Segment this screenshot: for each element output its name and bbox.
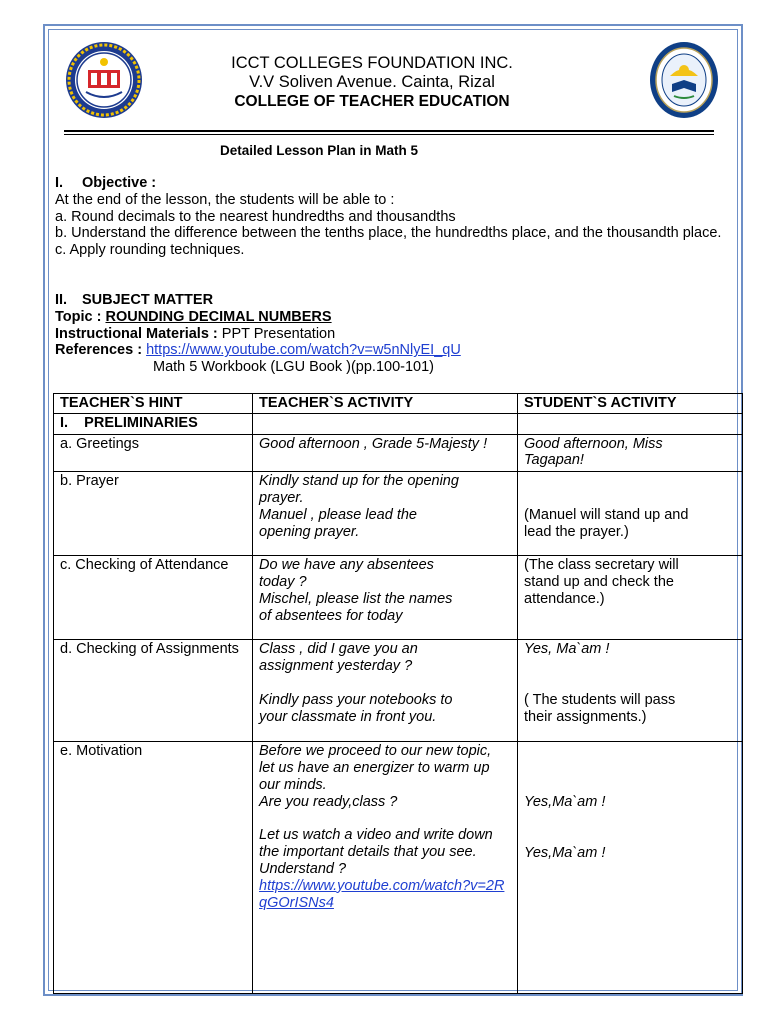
header-rule [64, 130, 714, 132]
student-line: ( The students will pass [524, 691, 676, 708]
teacher-line: Kindly pass your notebooks to [259, 691, 453, 708]
spacer [524, 490, 736, 507]
hint-motivation: e. Motivation [54, 742, 253, 994]
teacher-line: let us have an energizer to warm up [259, 759, 490, 776]
table-row [54, 640, 743, 742]
icct-logo [64, 40, 144, 120]
teacher-line: Before we proceed to our new topic, [259, 743, 492, 760]
section-empty-cell [518, 413, 743, 434]
teacher-line: of absentees for today [259, 607, 403, 624]
reference-link[interactable]: https://www.youtube.com/watch?v=w5nNlyEI_qU [146, 342, 461, 359]
topic-value: ROUNDING DECIMAL NUMBERS [105, 308, 332, 325]
hint-assignments: d. Checking of Assignments [54, 640, 253, 742]
teacher-line: Do we have any absentees [259, 557, 434, 574]
student-line: stand up and check the [524, 573, 674, 590]
topic-label: Topic : [55, 308, 106, 325]
student-line: lead the prayer.) [524, 523, 629, 540]
objective-b: b. Understand the difference between the tenths place, the hundredths place, and the thousandth place. [55, 225, 722, 242]
institution-header [150, 54, 594, 111]
references-label: References : [55, 342, 147, 359]
table-row [54, 556, 743, 640]
table-row [54, 434, 743, 472]
section-preliminaries: I. PRELIMINARIES [54, 413, 253, 434]
spacer [524, 828, 736, 845]
teacher-activity-cell [253, 472, 518, 556]
subject-matter-section [55, 292, 735, 376]
header-teacher-hint: TEACHER`S HINT [54, 394, 253, 414]
objective-number: I. [55, 175, 64, 191]
student-line: Good afternoon, Miss [524, 435, 663, 452]
topic-line [55, 309, 735, 326]
teacher-line: the important details that you see. [259, 844, 477, 861]
student-line: (Manuel will stand up and [524, 507, 689, 524]
teacher-line: Are you ready,class ? [259, 793, 398, 810]
video-link[interactable]: https://www.youtube.com/watch?v=2RqGOrISNs4 [259, 877, 505, 911]
subject-matter-heading [55, 292, 735, 309]
teacher-line: prayer. [259, 489, 304, 506]
table-row [54, 472, 743, 556]
spacer [524, 777, 736, 794]
teacher-activity-cell [253, 434, 518, 472]
teacher-line: Let us watch a video and write down [259, 827, 493, 844]
hint-greetings: a. Greetings [54, 434, 253, 472]
teacher-line: our minds. [259, 776, 327, 793]
objective-intro: At the end of the lesson, the students will be able to : [55, 191, 395, 208]
materials-line [55, 326, 735, 343]
header-student-activity: STUDENT`S ACTIVITY [518, 394, 743, 414]
teacher-line: Manuel , please lead the [259, 506, 417, 523]
teacher-line: Mischel, please list the names [259, 590, 453, 607]
spacer [259, 810, 511, 827]
references-line [55, 342, 735, 359]
spacer [524, 760, 736, 777]
objective-section [55, 175, 735, 259]
subject-matter-number: II. [55, 292, 68, 308]
hint-attendance: c. Checking of Attendance [54, 556, 253, 640]
spacer [524, 811, 736, 828]
student-line: their assignments.) [524, 708, 647, 725]
student-activity-cell [518, 434, 743, 472]
teacher-line: Good afternoon , Grade 5-Majesty ! [259, 435, 488, 452]
teacher-line: Kindly stand up for the opening [259, 473, 459, 490]
objective-heading [55, 175, 735, 192]
teacher-activity-cell [253, 556, 518, 640]
student-line: Yes, Ma`am ! [524, 641, 610, 658]
student-line: (The class secretary will [524, 557, 679, 574]
table-row [54, 742, 743, 994]
institution-address: V.V Soliven Avenue. Cainta, Rizal [249, 73, 495, 91]
spacer [524, 658, 736, 675]
teacher-line: Class , did I gave you an [259, 641, 418, 658]
objective-c: c. Apply rounding techniques. [55, 242, 245, 259]
cte-logo [648, 40, 720, 120]
institution-name: ICCT COLLEGES FOUNDATION INC. [231, 54, 513, 72]
student-line: Tagapan! [524, 452, 584, 469]
spacer [259, 675, 511, 692]
spacer [524, 675, 736, 692]
student-line: Yes,Ma`am ! [524, 844, 606, 861]
hint-prayer: b. Prayer [54, 472, 253, 556]
teacher-line: today ? [259, 573, 307, 590]
objective-title: Objective : [82, 175, 157, 191]
student-activity-cell [518, 742, 743, 994]
header-teacher-activity: TEACHER`S ACTIVITY [253, 394, 518, 414]
teacher-line: your classmate in front you. [259, 708, 437, 725]
teacher-activity-cell [253, 742, 518, 994]
table-header-row [54, 394, 743, 414]
lesson-plan-table [53, 393, 743, 994]
student-activity-cell [518, 472, 743, 556]
student-activity-cell [518, 640, 743, 742]
section-row [54, 413, 743, 434]
materials-label: Instructional Materials : [55, 325, 222, 342]
teacher-activity-cell [253, 640, 518, 742]
teacher-line: Understand ? [259, 860, 347, 877]
student-activity-cell [518, 556, 743, 640]
teacher-line: assignment yesterday ? [259, 657, 413, 674]
objective-a: a. Round decimals to the nearest hundredths and thousandths [55, 208, 456, 225]
spacer [524, 473, 736, 490]
section-empty-cell [253, 413, 518, 434]
materials-value: PPT Presentation [221, 325, 336, 342]
student-line: Yes,Ma`am ! [524, 794, 606, 811]
subject-matter-title: SUBJECT MATTER [82, 292, 214, 308]
college-name: COLLEGE OF TEACHER EDUCATION [234, 93, 510, 110]
reference-book: Math 5 Workbook (LGU Book )(pp.100-101) [153, 359, 435, 376]
teacher-line: opening prayer. [259, 523, 360, 540]
document-title: Detailed Lesson Plan in Math 5 [220, 143, 419, 158]
header-rule-thin [64, 134, 714, 135]
spacer [524, 743, 736, 760]
student-line: attendance.) [524, 590, 605, 607]
